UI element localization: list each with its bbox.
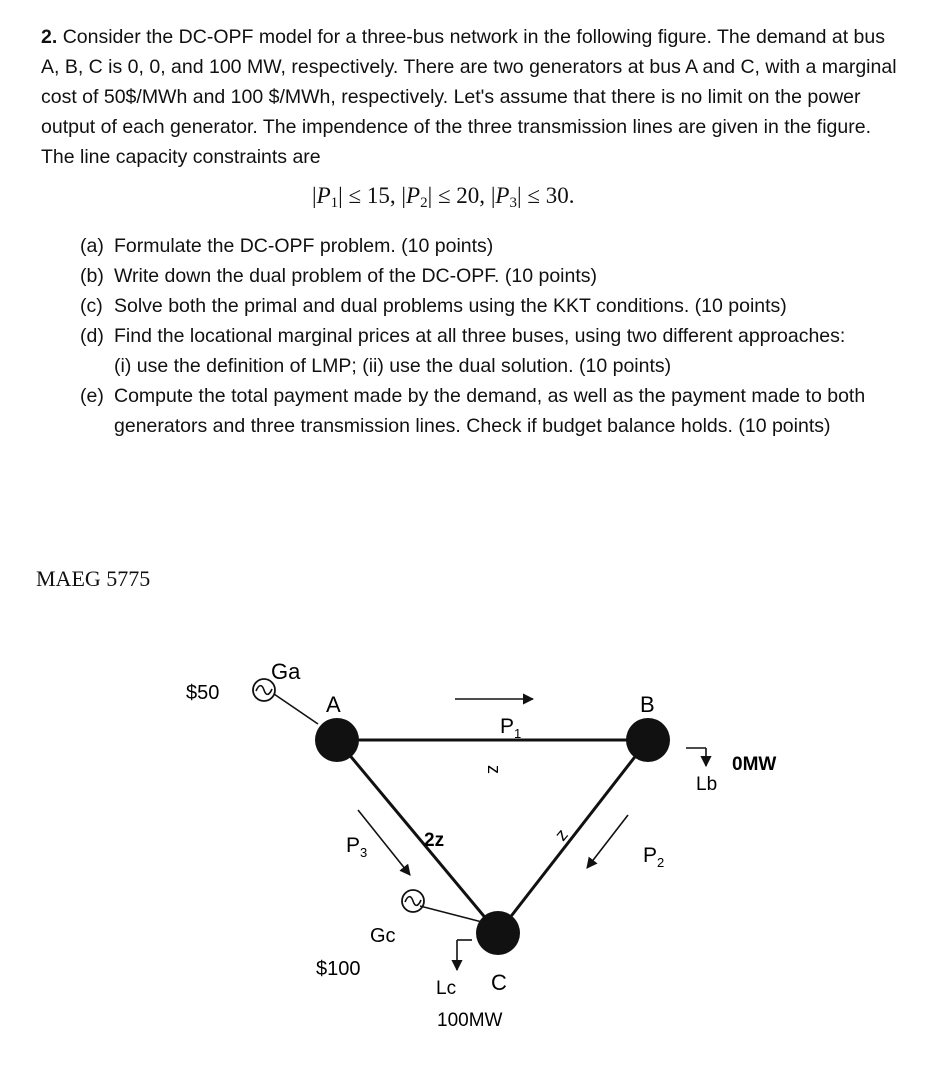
load-b-label: Lb [696, 774, 718, 795]
gc-connector [420, 906, 482, 922]
load-c-value: 100MW [437, 1010, 503, 1031]
p1-subscript: 1 [330, 195, 339, 211]
part-label: (a) [80, 235, 104, 257]
part-text: Formulate the DC-OPF problem. (10 points) [114, 235, 494, 257]
p2-limit: ≤ 20, [437, 183, 486, 208]
imp-ab-label: z [484, 765, 504, 774]
p3-symbol: P [495, 183, 510, 208]
p2-subscript: 2 [420, 195, 428, 211]
bus-c-node [476, 911, 520, 955]
imp-ac-label: 2z [424, 830, 445, 851]
bus-a-node [315, 718, 359, 762]
load-c-label: Lc [436, 978, 457, 999]
part-text: Solve both the primal and dual problems using the KKT conditions. (10 points) [114, 295, 787, 317]
bus-c-label: C [491, 970, 507, 995]
p3-label-subscript: 3 [360, 845, 368, 860]
p3-limit: ≤ 30. [527, 183, 575, 208]
p3-label-letter: P [346, 834, 361, 857]
part-label: (b) [80, 265, 104, 287]
part-subtext: (i) use the definition of LMP; (ii) use the dual solution. (10 points) [114, 355, 672, 377]
p2-label [643, 844, 664, 870]
bus-b-label: B [640, 692, 655, 717]
p1-symbol: P [316, 183, 331, 208]
problem-intro-text: Consider the DC-OPF model for a three-bus network in the following figure. The demand at bus A, B, C is 0, 0, and 100 MW, respectively. There are two generators at bus A and C, with a marginal cost of 50$/MWh and 100 $/MWh, respectively. Let's assume that there is no limit on the power output of each generator. The impendence of the three transmission lines are given in the figure. The line capacity constraints are [41, 26, 897, 168]
ga-connector [274, 694, 318, 724]
line-bc [498, 740, 648, 933]
part-text: Find the locational marginal prices at all three buses, using two different approaches: [114, 325, 846, 347]
gc-generator-icon [402, 890, 424, 912]
line-capacity-constraints: $|P_1| \le 15$, $|P_2| \le 20$, $|P_3| \le 30$. [312, 183, 575, 211]
p2-label-subscript: 2 [657, 855, 665, 870]
p3-subscript: 3 [509, 195, 517, 211]
course-label: MAEG 5775 [36, 566, 151, 591]
p2-label-letter: P [643, 844, 658, 867]
bus-a-label: A [326, 692, 341, 717]
problem-number: 2. [41, 26, 58, 48]
imp-bc-label: z [550, 824, 572, 845]
p2-flow-arrow [587, 815, 628, 868]
part-text: Compute the total payment made by the demand, as well as the payment made to both generators and three transmission lines. Check if budget balance holds. (10 points) [114, 385, 866, 437]
part-label: (e) [80, 385, 104, 407]
load-b-value: 0MW [732, 754, 777, 775]
bus-b-node [626, 718, 670, 762]
p3-label [346, 834, 367, 860]
p1-label-subscript: 1 [514, 726, 522, 741]
p1-label [500, 715, 521, 741]
p1-label-letter: P [500, 715, 515, 738]
line-ac [337, 740, 498, 933]
p1-limit: ≤ 15, [348, 183, 396, 208]
price-c-label: $100 [316, 958, 361, 980]
part-label: (d) [80, 325, 104, 347]
gen-a-label: Ga [271, 659, 301, 684]
part-text: Write down the dual problem of the DC-OPF. (10 points) [114, 265, 598, 287]
price-a-label: $50 [186, 682, 220, 704]
p2-symbol: P [406, 183, 421, 208]
gen-c-label: Gc [370, 925, 396, 947]
part-label: (c) [80, 295, 103, 317]
